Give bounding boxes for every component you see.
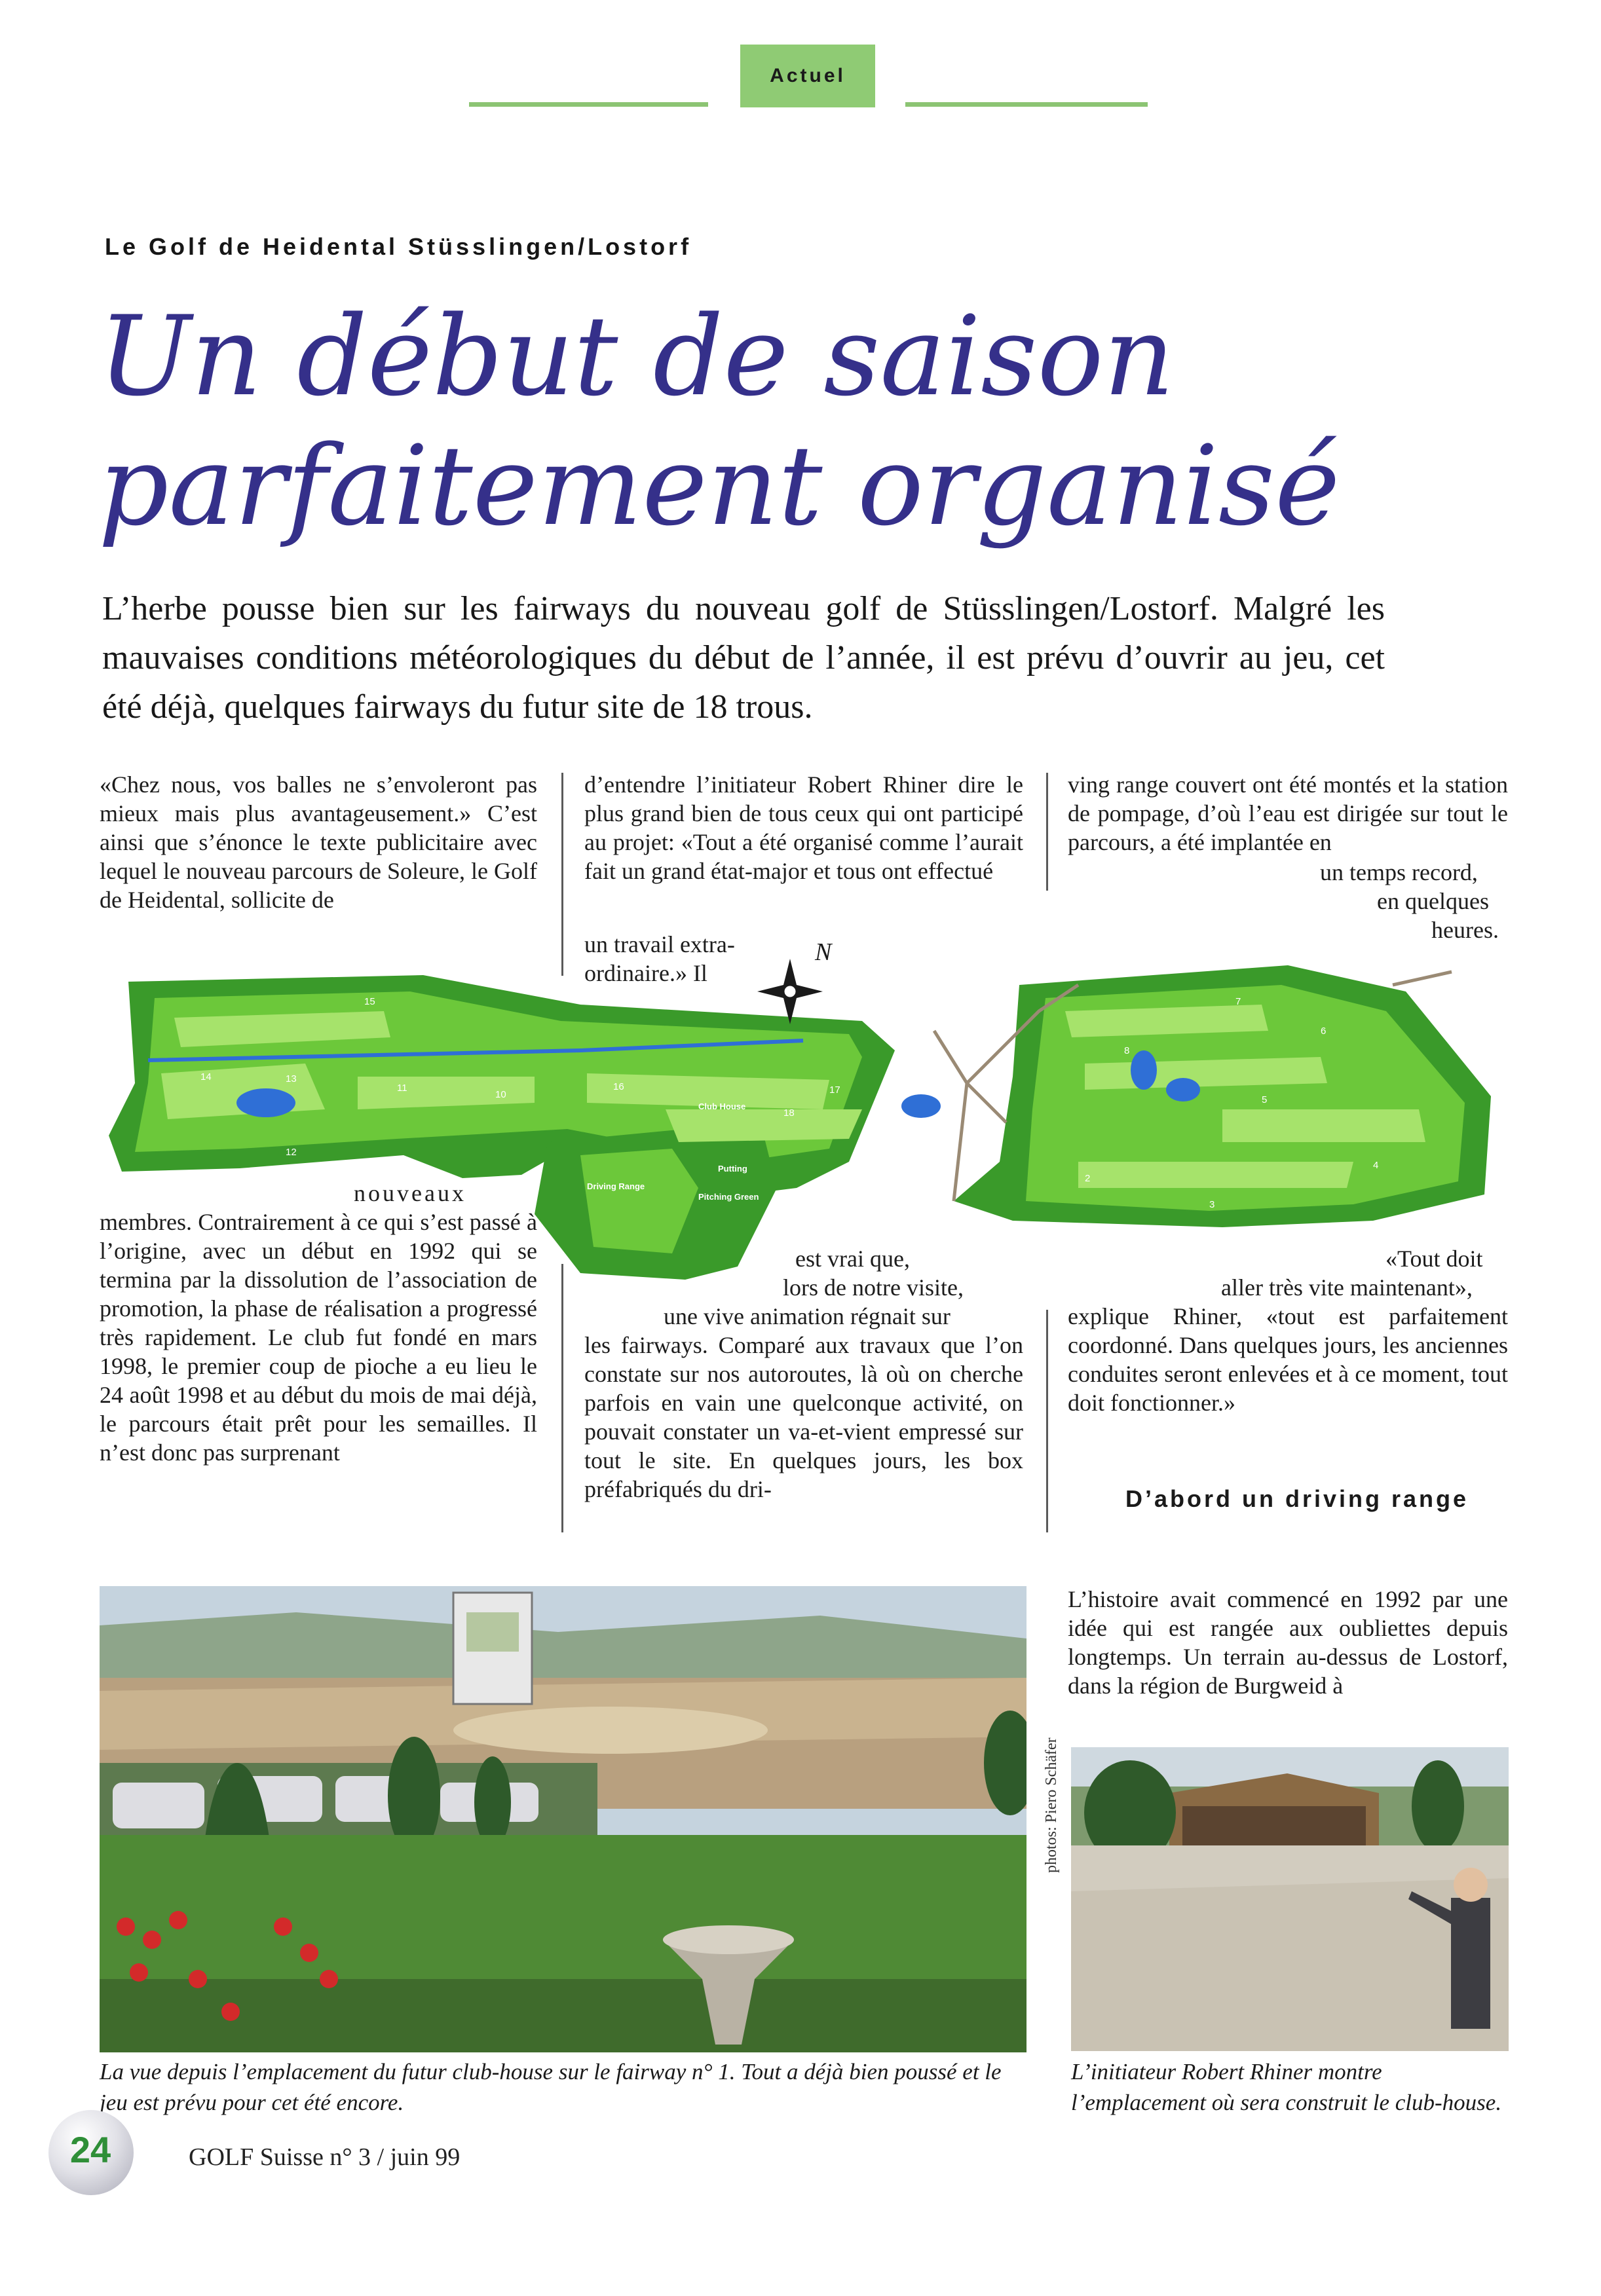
hole-11: 11 <box>397 1083 407 1094</box>
hole-1: 1 <box>908 1127 914 1138</box>
course-map-center <box>535 1129 777 1280</box>
column-1-bottom-text: membres. Contrairement à ce qui s’est passé à l’origine, avec un début en 1992 qui se termina par la dissolution de l’association de promotion, la phase de réalisation a progressé très rapidement. Le club fut fondé en mars 1998, le premier coup de pioche a eu lieu le 24 août 1998 et au début du mois de mai déjà, le parcours était prêt pour les semailles. Il n’est donc pas surprenant <box>100 1209 537 1466</box>
hole-10: 10 <box>495 1089 506 1100</box>
lead-paragraph: L’herbe pousse bien sur les fairways du nouveau golf de Stüsslingen/Lostorf. Malgré les mauvaises conditions météorologiques du début de l’année, il est prévu d’ouvrir au jeu, cet été déjà, quelques fairways du futur site de 18 trous. <box>102 590 1385 726</box>
hole-7: 7 <box>1235 996 1241 1007</box>
column-3-top-text: ving range couvert ont été montés et la station de pompage, d’où l’eau est dirigée sur tout le parcours, a été implantée en <box>1068 771 1508 855</box>
hole-3: 3 <box>1209 1199 1215 1210</box>
column-2-top-2: un travail extra- <box>584 931 735 957</box>
publication-footer: GOLF Suisse n° 3 / juin 99 <box>189 2143 461 2171</box>
hole-12: 12 <box>286 1147 297 1158</box>
headline <box>98 291 1408 551</box>
hole-8: 8 <box>1124 1045 1130 1056</box>
column-divider-2-bottom <box>1046 1310 1048 1532</box>
section-tag: Actuel <box>740 45 875 107</box>
hole-13: 13 <box>286 1073 297 1084</box>
page-number: 24 <box>69 2129 111 2170</box>
header-rule-right <box>905 102 1148 107</box>
hole-6: 6 <box>1321 1026 1327 1037</box>
column-divider-2-top <box>1046 773 1048 891</box>
column-3-mid-2: aller très vite maintenant», <box>1221 1274 1473 1301</box>
column-1-top <box>100 770 537 914</box>
compass <box>757 938 833 1024</box>
photo-robert-rhiner <box>1071 1747 1509 2051</box>
compass-label: N <box>815 938 832 966</box>
kicker: Le Golf de Heidental Stüsslingen/Lostorf <box>105 233 692 260</box>
course-map <box>109 913 1492 1280</box>
map-label-putting: Putting <box>718 1164 747 1174</box>
column-divider-1-bottom <box>561 1264 563 1532</box>
header-rule-left <box>469 102 708 107</box>
map-label-pitching-green: Pitching Green <box>698 1192 759 1202</box>
column-2-mid-2: lors de notre visite, <box>783 1274 964 1301</box>
caption-side: L’initiateur Robert Rhiner montre l’emplacement où sera construit le club-house. <box>1071 2059 1502 2115</box>
column-3-mid: «Tout doit <box>1385 1246 1483 1272</box>
hole-2: 2 <box>1085 1173 1091 1184</box>
headline-line-1: Un début de saison <box>98 292 1175 420</box>
headline-line-2: parfaitement organisé <box>98 422 1340 550</box>
photo-credit: photos: Piero Schäfer <box>1043 1737 1060 1873</box>
hole-9: 9 <box>895 1160 901 1171</box>
map-label-driving-range: Driving Range <box>587 1181 645 1191</box>
column-3-after <box>1068 1585 1508 1700</box>
column-2-mid: est vrai que, <box>795 1246 910 1272</box>
hole-14: 14 <box>200 1071 212 1083</box>
column-3-top-2: un temps record, <box>1320 859 1478 885</box>
column-1-mid: nouveaux <box>354 1180 466 1206</box>
column-2-bottom-text: les fairways. Comparé aux travaux que l’on constate sur nos autoroutes, là où on cherche parfois en vain une quelconque activité, on pouvait constater un va-et-vient empressé sur tout le site. En quelques jours, les box préfabriqués du dri- <box>584 1332 1023 1502</box>
caption-main: La vue depuis l’emplacement du futur club-house sur le fairway n° 1. Tout a déjà bien poussé et le jeu est prévu pour cet été encore. <box>100 2059 1002 2115</box>
subheading: D’abord un driving range <box>1125 1485 1469 1512</box>
hole-15: 15 <box>364 996 375 1007</box>
column-2-top-3: ordinaire.» Il <box>584 960 707 986</box>
hole-4: 4 <box>1373 1160 1379 1171</box>
hole-16: 16 <box>613 1081 624 1092</box>
column-2-bottom <box>584 1331 1023 1504</box>
photo-course-view <box>100 1586 1027 2052</box>
hole-18: 18 <box>783 1107 795 1119</box>
map-label-club-house: Club House <box>698 1102 746 1111</box>
column-3-after-text: L’histoire avait commencé en 1992 par une idée qui est rangée aux oubliettes depuis longtemps. Un terrain au-dessus de Lostorf, dans la région de Burgweid à <box>1068 1586 1508 1699</box>
hole-5: 5 <box>1262 1094 1268 1105</box>
column-3-top <box>1068 770 1508 857</box>
column-2-mid-3: une vive animation régnait sur <box>664 1303 951 1329</box>
column-3-top-3: en quelques <box>1377 888 1489 914</box>
column-2-top <box>584 770 1023 885</box>
column-3-bottom-text: explique Rhiner, «tout est parfaitement coordonné. Dans quelques jours, les anciennes conduites seront enlevées et à ce moment, tout doit fonctionner.» <box>1068 1303 1508 1416</box>
hole-17: 17 <box>829 1084 840 1096</box>
column-3-bottom <box>1068 1302 1508 1417</box>
column-2-top-text: d’entendre l’initiateur Robert Rhiner dire le plus grand bien de tous ceux qui ont participé au projet: «Tout a été organisé comme l’aurait fait un grand état-major et tous ont effectué <box>584 771 1023 884</box>
column-1-top-text: «Chez nous, vos balles ne s’envoleront pas mieux mais plus avantageusement.» C’est ainsi que s’énonce le texte publicitaire avec lequel le nouveau parcours de Soleure, le Golf de Heidental, sollicite de <box>100 771 537 913</box>
column-3-top-4: heures. <box>1431 917 1499 943</box>
